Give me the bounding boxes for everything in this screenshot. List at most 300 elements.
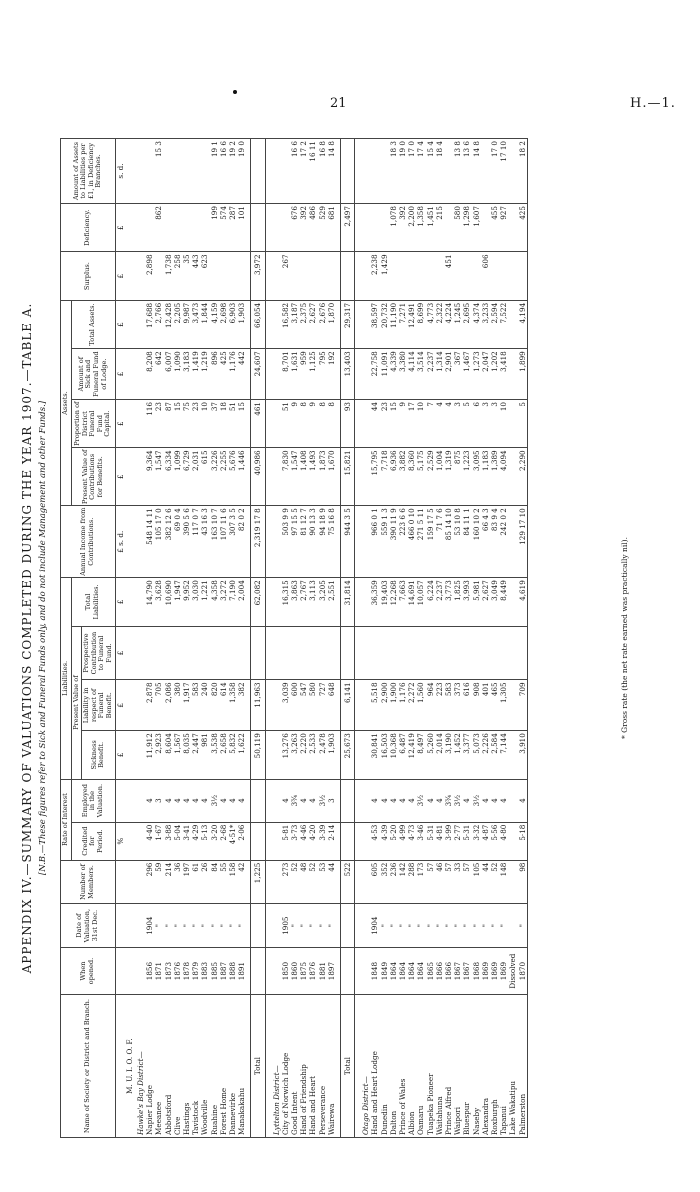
cell-members: 288 — [407, 860, 416, 904]
cell-per_pound — [444, 139, 453, 204]
cell-deficiency — [182, 204, 191, 252]
empty-cell — [270, 731, 281, 779]
cell-surplus — [398, 252, 407, 300]
cell-prospective — [228, 626, 237, 680]
cell-present: 1,183 — [481, 448, 490, 506]
cell-members: 214 — [164, 860, 173, 904]
cell-date: " — [154, 904, 163, 948]
cell-sickness: 1,567 — [173, 731, 182, 779]
empty-cell — [270, 252, 281, 300]
cell-name: Hastings — [182, 995, 191, 1138]
cell-income: 81 12 7 — [299, 506, 308, 578]
cell-employed: 4 — [182, 779, 191, 822]
cell-employed: 3¾ — [444, 779, 453, 822]
cell-amount: 1,467 — [462, 349, 471, 400]
cell-members: 173 — [416, 860, 425, 904]
cell-total_assets: 7,271 — [398, 300, 407, 348]
cell-per_pound: 15 4 — [426, 139, 435, 204]
cell-members: 236 — [389, 860, 398, 904]
total-deficiency — [251, 204, 265, 252]
cell-deficiency: 101 — [237, 204, 246, 252]
table-title: APPENDIX IV.—SUMMARY OF VALUATIONS COMPLETED DURING THE YEAR 1907.—TABLE A. — [20, 302, 34, 974]
cell-present: 3,882 — [398, 448, 407, 506]
table-row — [145, 139, 154, 1138]
cell-employed: 4 — [219, 779, 228, 822]
empty-cell — [125, 300, 134, 348]
cell-name: Tuapeka Pioneer — [426, 995, 435, 1138]
cell-present: 2,290 — [518, 448, 528, 506]
total-date — [251, 904, 265, 948]
cell-per_pound: 15 3 — [154, 139, 163, 204]
empty-cell — [270, 860, 281, 904]
cell-present: 2,255 — [219, 448, 228, 506]
cell-per_pound: 19 0 — [237, 139, 246, 204]
cell-amount: 2,237 — [426, 349, 435, 400]
cell-members: 44 — [327, 860, 336, 904]
total-prospective — [341, 626, 355, 680]
cell-total: 2,237 — [435, 578, 444, 626]
cell-proportion: 23 — [154, 400, 163, 448]
cell-surplus: 258 — [173, 252, 182, 300]
cell-opened: 1850 — [281, 947, 290, 994]
cell-sickness: 11,912 — [145, 731, 154, 779]
cell-employed: 4 — [281, 779, 290, 822]
cell-date: " — [191, 904, 200, 948]
table-row — [173, 139, 182, 1138]
table-row — [380, 139, 389, 1138]
cell-opened: 1864 — [407, 947, 416, 994]
col-employed: Employed in the Valuation. — [71, 779, 115, 822]
cell-deficiency: 862 — [154, 204, 163, 252]
cell-funeral: 709 — [518, 680, 528, 731]
cell-income: 966 0 1 — [370, 506, 379, 578]
empty-cell — [125, 947, 134, 994]
cell-date: " — [426, 904, 435, 948]
cell-income: 559 1 3 — [380, 506, 389, 578]
cell-employed: 4 — [490, 779, 499, 822]
cell-present: 1,547 — [290, 448, 299, 506]
cell-funeral: 2,900 — [380, 680, 389, 731]
table-row — [228, 139, 237, 1138]
cell-per_pound: 16 11 — [308, 139, 317, 204]
cell-present: 6,334 — [164, 448, 173, 506]
cell-members: 98 — [518, 860, 528, 904]
col-assets-per-pound: Amount of Assets to Liabilities per £1, in Deficiency Branches. — [61, 139, 116, 204]
cell-opened: 1873 — [164, 947, 173, 994]
total-employed — [341, 779, 355, 822]
cell-opened: 1875 — [299, 947, 308, 994]
cell-total_assets: 2,375 — [299, 300, 308, 348]
cell-proportion: 3 — [490, 400, 499, 448]
empty-cell — [270, 626, 281, 680]
cell-amount: 367 — [453, 349, 462, 400]
unit-cell: s. d. — [115, 139, 125, 204]
cell-date: " — [398, 904, 407, 948]
empty-cell — [359, 448, 370, 506]
cell-total_assets: 16,582 — [281, 300, 290, 348]
cell-total: 12,268 — [389, 578, 398, 626]
cell-total_assets: 4,773 — [426, 300, 435, 348]
cell-prospective — [398, 626, 407, 680]
cell-sickness: 12,419 — [407, 731, 416, 779]
empty-cell — [359, 204, 370, 252]
cell-employed: 4 — [370, 779, 379, 822]
cell-name: Hand of Friendship — [299, 995, 308, 1138]
cell-total_assets: 4,374 — [472, 300, 481, 348]
cell-employed: 4 — [145, 779, 154, 822]
total-funeral: 11,963 — [251, 680, 265, 731]
cell-surplus — [389, 252, 398, 300]
cell-total: 3,205 — [318, 578, 327, 626]
cell-deficiency: 392 — [398, 204, 407, 252]
cell-name: Lake Wakatipu — [508, 995, 517, 1138]
cell-prospective — [299, 626, 308, 680]
cell-income: 548 14 11 — [145, 506, 154, 578]
cell-prospective — [444, 626, 453, 680]
cell-present: 2,031 — [191, 448, 200, 506]
empty-cell — [125, 204, 134, 252]
cell-total: 3,863 — [290, 578, 299, 626]
col-prospective: Prospective Contribution to Funeral Fund. — [82, 626, 115, 680]
cell-total_assets: 2,594 — [490, 300, 499, 348]
cell-members: 33 — [453, 860, 462, 904]
cell-opened: 1868 — [472, 947, 481, 994]
cell-proportion: 9 — [308, 400, 317, 448]
cell-opened: 1897 — [327, 947, 336, 994]
table-row — [299, 139, 308, 1138]
cell-opened: 1878 — [182, 947, 191, 994]
table-row — [472, 139, 481, 1138]
empty-cell — [359, 947, 370, 994]
total-per_pound — [251, 139, 265, 204]
cell-present: 2,529 — [426, 448, 435, 506]
cell-prospective — [327, 626, 336, 680]
cell-date: 1904 — [145, 904, 154, 948]
cell-prospective — [407, 626, 416, 680]
cell-sickness: 2,584 — [490, 731, 499, 779]
cell-date: " — [435, 904, 444, 948]
cell-date — [508, 904, 517, 948]
cell-date: " — [237, 904, 246, 948]
cell-surplus — [416, 252, 425, 300]
cell-funeral: 547 — [299, 680, 308, 731]
cell-date: " — [318, 904, 327, 948]
cell-surplus: 267 — [281, 252, 290, 300]
cell-date: " — [219, 904, 228, 948]
cell-opened: 1883 — [200, 947, 209, 994]
cell-date: " — [499, 904, 508, 948]
cell-members: 57 — [444, 860, 453, 904]
cell-credited: 5·31 — [462, 822, 471, 860]
cell-opened: 1881 — [318, 947, 327, 994]
cell-sickness: 5,260 — [426, 731, 435, 779]
cell-funeral: 1,176 — [398, 680, 407, 731]
cell-date: " — [472, 904, 481, 948]
empty-cell — [359, 506, 370, 578]
page-reference: H.—1. — [630, 96, 676, 111]
cell-members — [508, 860, 517, 904]
cell-total_assets: 38,597 — [370, 300, 379, 348]
empty-cell — [134, 252, 145, 300]
cell-per_pound: 18 3 — [389, 139, 398, 204]
empty-cell — [134, 578, 145, 626]
cell-funeral: 614 — [219, 680, 228, 731]
cell-proportion: 3 — [481, 400, 490, 448]
cell-present: 3,095 — [472, 448, 481, 506]
units-row — [115, 139, 125, 1138]
cell-income: 53 10 8 — [453, 506, 462, 578]
cell-date: " — [462, 904, 471, 948]
cell-amount: 1,202 — [490, 349, 499, 400]
cell-deficiency: 1,078 — [389, 204, 398, 252]
cell-income: 94 18 9 — [318, 506, 327, 578]
cell-total: 8,449 — [499, 578, 508, 626]
cell-deficiency — [380, 204, 389, 252]
empty-cell — [134, 731, 145, 779]
cell-funeral: 380 — [173, 680, 182, 731]
table-row — [435, 139, 444, 1138]
cell-sickness: 16,503 — [380, 731, 389, 779]
table-row — [481, 139, 490, 1138]
section-header-row — [270, 139, 281, 1138]
table-row — [200, 139, 209, 1138]
total-proportion: 461 — [251, 400, 265, 448]
cell-amount: 3,380 — [398, 349, 407, 400]
total-members: 522 — [341, 860, 355, 904]
cell-surplus — [210, 252, 219, 300]
empty-cell — [125, 860, 134, 904]
cell-opened: 1848 — [370, 947, 379, 994]
cell-proportion: 75 — [182, 400, 191, 448]
cell-surplus — [327, 252, 336, 300]
cell-deficiency — [444, 204, 453, 252]
total-employed — [251, 779, 265, 822]
cell-prospective — [182, 626, 191, 680]
cell-funeral: 580 — [308, 680, 317, 731]
cell-present: 7,718 — [380, 448, 389, 506]
cell-per_pound: 16 6 — [290, 139, 299, 204]
table-row — [444, 139, 453, 1138]
cell-amount: 3,183 — [182, 349, 191, 400]
cell-credited: 5·13 — [200, 822, 209, 860]
cell-sickness: 2,014 — [435, 731, 444, 779]
cell-deficiency — [191, 204, 200, 252]
unit-cell — [115, 947, 125, 994]
cell-total: 3,030 — [191, 578, 200, 626]
empty-cell — [134, 349, 145, 400]
cell-prospective — [290, 626, 299, 680]
unit-cell: £ s. d. — [115, 506, 125, 578]
cell-members: 36 — [173, 860, 182, 904]
unit-cell — [115, 995, 125, 1138]
cell-name: Dannevirke — [228, 995, 237, 1138]
empty-cell — [134, 779, 145, 822]
cell-present: 615 — [200, 448, 209, 506]
cell-employed: 3 — [327, 779, 336, 822]
cell-total: 3,993 — [462, 578, 471, 626]
empty-cell — [359, 400, 370, 448]
cell-per_pound — [380, 139, 389, 204]
cell-per_pound — [508, 139, 517, 204]
cell-employed: 4 — [389, 779, 398, 822]
empty-cell — [270, 349, 281, 400]
cell-credited: 3·41 — [182, 822, 191, 860]
total-opened — [251, 947, 265, 994]
cell-total_assets: 2,766 — [154, 300, 163, 348]
empty-cell — [134, 860, 145, 904]
cell-surplus: 623 — [200, 252, 209, 300]
empty-cell — [359, 349, 370, 400]
cell-date: " — [228, 904, 237, 948]
cell-surplus: 1,429 — [380, 252, 389, 300]
empty-cell — [134, 506, 145, 578]
cell-prospective — [308, 626, 317, 680]
cell-opened: Dissolved — [508, 947, 517, 994]
table-row — [191, 139, 200, 1138]
total-present: 40,986 — [251, 448, 265, 506]
cell-sickness: 2,658 — [219, 731, 228, 779]
cell-surplus — [228, 252, 237, 300]
cell-proportion: 51 — [228, 400, 237, 448]
cell-total: 1,221 — [200, 578, 209, 626]
cell-total_assets: 2,322 — [435, 300, 444, 348]
cell-surplus — [435, 252, 444, 300]
cell-proportion: 18 — [219, 400, 228, 448]
cell-per_pound: 17 2 — [299, 139, 308, 204]
cell-proportion: 10 — [200, 400, 209, 448]
cell-proportion: 116 — [145, 400, 154, 448]
cell-proportion: 44 — [370, 400, 379, 448]
table-row — [426, 139, 435, 1138]
empty-cell — [359, 822, 370, 860]
cell-proportion: 8 — [299, 400, 308, 448]
cell-name: Dalton — [389, 995, 398, 1138]
cell-prospective — [200, 626, 209, 680]
cell-members: 52 — [290, 860, 299, 904]
cell-name: Good Intent — [290, 995, 299, 1138]
unit-cell — [115, 860, 125, 904]
unit-cell: £ — [115, 731, 125, 779]
empty-cell — [134, 204, 145, 252]
cell-funeral: 583 — [444, 680, 453, 731]
cell-prospective — [499, 626, 508, 680]
cell-prospective — [318, 626, 327, 680]
cell-opened: 1867 — [462, 947, 471, 994]
cell-funeral: 964 — [426, 680, 435, 731]
cell-credited: 4·29 — [191, 822, 200, 860]
cell-credited: 2·77 — [453, 822, 462, 860]
total-deficiency: 2,497 — [341, 204, 355, 252]
cell-prospective — [173, 626, 182, 680]
cell-per_pound: 19 0 — [398, 139, 407, 204]
cell-income: 503 9 9 — [281, 506, 290, 578]
cell-deficiency: 425 — [518, 204, 528, 252]
total-name: Total — [341, 995, 355, 1138]
cell-sickness: 8,497 — [416, 731, 425, 779]
total-members: 1,225 — [251, 860, 265, 904]
cell-surplus — [219, 252, 228, 300]
cell-total: 10,690 — [164, 578, 173, 626]
cell-total_assets: 4,194 — [518, 300, 528, 348]
cell-credited: 5·56 — [490, 822, 499, 860]
cell-proportion: 9 — [398, 400, 407, 448]
cell-total: 3,773 — [444, 578, 453, 626]
total-row — [251, 139, 265, 1138]
cell-date: " — [453, 904, 462, 948]
total-credited — [251, 822, 265, 860]
cell-proportion: 3 — [453, 400, 462, 448]
table-row — [407, 139, 416, 1138]
cell-sickness: 7,144 — [499, 731, 508, 779]
unit-cell: % — [115, 822, 125, 860]
empty-cell — [359, 139, 370, 204]
cell-date: " — [327, 904, 336, 948]
cell-per_pound — [173, 139, 182, 204]
cell-surplus — [318, 252, 327, 300]
col-sickness: Sickness Benefit. — [82, 731, 115, 779]
cell-deficiency: 1,607 — [472, 204, 481, 252]
cell-credited: 5·81 — [281, 822, 290, 860]
cell-members: 105 — [472, 860, 481, 904]
empty-cell — [125, 349, 134, 400]
cell-credited: 4·20 — [308, 822, 317, 860]
cell-deficiency: 574 — [219, 204, 228, 252]
cell-sickness: 2,447 — [191, 731, 200, 779]
cell-credited: 2·68 — [219, 822, 228, 860]
cell-total_assets: 4,159 — [210, 300, 219, 348]
cell-deficiency: 287 — [228, 204, 237, 252]
total-surplus — [341, 252, 355, 300]
cell-funeral: 1,560 — [416, 680, 425, 731]
empty-cell — [134, 300, 145, 348]
cell-opened: 1864 — [398, 947, 407, 994]
cell-opened: 1870 — [518, 947, 528, 994]
cell-surplus — [290, 252, 299, 300]
empty-cell — [270, 448, 281, 506]
cell-credited: 2·06 — [237, 822, 246, 860]
cell-deficiency — [145, 204, 154, 252]
cell-total_assets: 7,522 — [499, 300, 508, 348]
table-row — [490, 139, 499, 1138]
cell-funeral: 1,305 — [499, 680, 508, 731]
cell-proportion: 17 — [407, 400, 416, 448]
cell-employed: 4 — [380, 779, 389, 822]
cell-amount: 1,631 — [290, 349, 299, 400]
cell-credited: 2·14 — [327, 822, 336, 860]
cell-income: 85 14 10 — [444, 506, 453, 578]
unit-cell: £ — [115, 204, 125, 252]
cell-total_assets: 1,245 — [453, 300, 462, 348]
cell-deficiency: 927 — [499, 204, 508, 252]
cell-date: " — [173, 904, 182, 948]
cell-surplus: 2,898 — [145, 252, 154, 300]
cell-employed: 4 — [191, 779, 200, 822]
table-body — [115, 139, 527, 1138]
table-row — [308, 139, 317, 1138]
cell-employed: 4 — [237, 779, 246, 822]
cell-name: Waitahuna — [435, 995, 444, 1138]
cell-total_assets: 2,205 — [173, 300, 182, 348]
cell-surplus — [472, 252, 481, 300]
cell-amount: 22,758 — [370, 349, 379, 400]
empty-cell — [270, 139, 281, 204]
cell-credited: 5·31 — [426, 822, 435, 860]
cell-prospective — [490, 626, 499, 680]
cell-income: 159 17 5 — [426, 506, 435, 578]
empty-cell — [125, 626, 134, 680]
cell-income: 75 16 8 — [327, 506, 336, 578]
cell-opened: 1869 — [499, 947, 508, 994]
